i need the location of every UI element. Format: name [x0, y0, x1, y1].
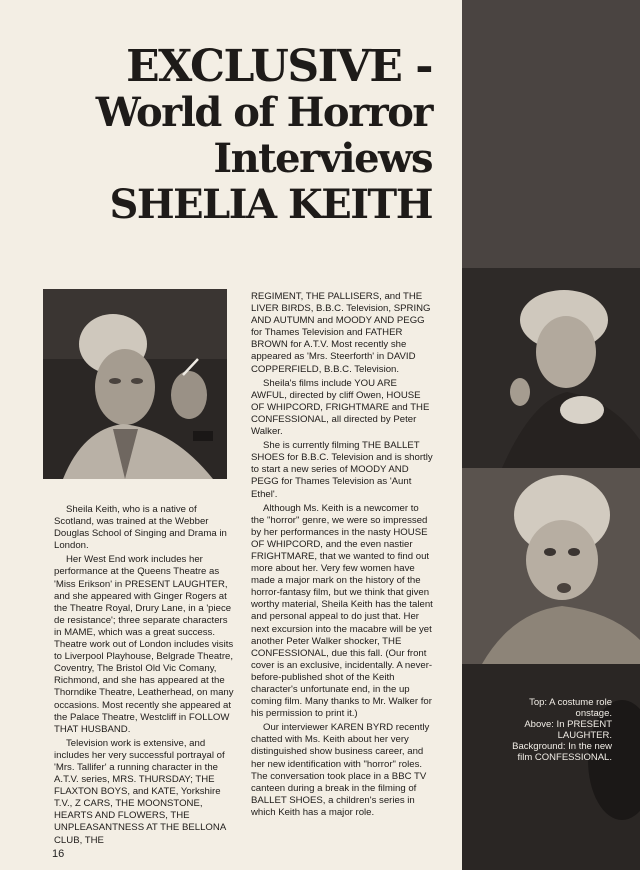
headline-line-1: EXCLUSIVE -	[126, 41, 432, 92]
paragraph: Sheila's films include YOU ARE AWFUL, directed by cliff Owen, HOUSE OF WHIPCORD, FRIGHTMARE and THE CONFESSIONAL, all directed by Peter Walker.	[251, 377, 430, 438]
paragraph: REGIMENT, THE PALLISERS, and THE LIVER BIRDS, B.B.C. Television, SPRING AND AUTUMN and MOODY AND PEGG for Thames Television and FATHER BROWN for A.T.V. Most recently she appeared as 'Mrs. Steerforth' in DAVID COPPERFIELD, B.B.C. Television.	[251, 291, 431, 375]
paragraph: Television work is extensive, and includes her very successful portrayal of 'Mrs. Tallifer' a running character in the A.T.V. series, MRS. THURSDAY; THE FLAXTON BOYS, and KATE, Yorkshire T.V., Z CARS, THE MOONSTONE, HEARTS AND FLOWERS, THE UNPLEASANTNESS AT THE BELLONA CLUB, THE	[54, 737, 226, 846]
paragraph: Her West End work includes her performance at the Queens Theatre as 'Miss Erikson' in PRESENT LAUGHTER, and she appeared with Ginger Rogers at the Theatre Royal, Drury Lane, in a 'piece de resistance'; three separate characters in MAME, which was a great success. Theatre work out of London includes visits to Liverpool Playhouse, Belgrade Theatre, Coventry, The Bristol Old Vic Comany, Richmond, and she has appeared at the Thorndike Theatre, Leatherhead, on many occasions. Most recently she appeared at the Palace Theatre, Westcliff in FOLLOW THAT HUSBAND.	[54, 554, 234, 735]
headline-line-3: Interviews	[213, 135, 432, 182]
page-number: 16	[52, 848, 65, 860]
paragraph: Although Ms. Keith is a newcomer to the "horror" genre, we were so impressed by her performances in the nasty HOUSE OF WHIPCORD, and the even nastier FRIGHTMARE, that we wanted to find out more about her. Very few women have made a major mark on the history of the horror-fantasy film, but we think that given worthy material, Sheila Keith has the talent and personal appeal to do just that. Her next excursion into the macabre will be yet another Peter Walker shocker, THE CONFESSIONAL, due this fall. (Our front cover is an exclusive, incidentally. A never-before-published shot of the Keith character's unfortunate end, in the up coming film. Many thanks to Mr. Walker for his permission to print it.)	[251, 502, 433, 720]
photo-caption	[488, 697, 612, 763]
article-column-2	[251, 291, 433, 821]
caption-line: onstage.	[575, 708, 612, 719]
caption-line: Above: In PRESENT	[524, 719, 612, 730]
headline	[32, 41, 432, 228]
headline-line-2: World of Horror	[95, 89, 432, 136]
paragraph: Our interviewer KAREN BYRD recently chatted with Ms. Keith about her very distinguished show business career, and her new identification with "horror" roles. The conversation took place in a BBC TV canteen during a break in the filming of BALLET SHOES, a children's series in which Keith has a major role.	[251, 722, 430, 818]
headline-line-4: SHELIA KEITH	[109, 181, 432, 228]
caption-line: Background: In the new	[512, 741, 612, 752]
caption-line: film CONFESSIONAL.	[517, 752, 612, 763]
caption-line: LAUGHTER.	[557, 730, 612, 741]
paragraph: Sheila Keith, who is a native of Scotland, was trained at the Webber Douglas School of Singing and Drama in London.	[54, 504, 227, 552]
caption-line: Top: A costume role	[529, 697, 612, 708]
paragraph: She is currently filming THE BALLET SHOES for B.B.C. Television and is shortly to start a new series of MOODY AND PEGG for Thames Television as 'Aunt Ethel'.	[251, 440, 433, 500]
portrait-photo	[43, 289, 227, 479]
article-column-1	[54, 504, 234, 849]
